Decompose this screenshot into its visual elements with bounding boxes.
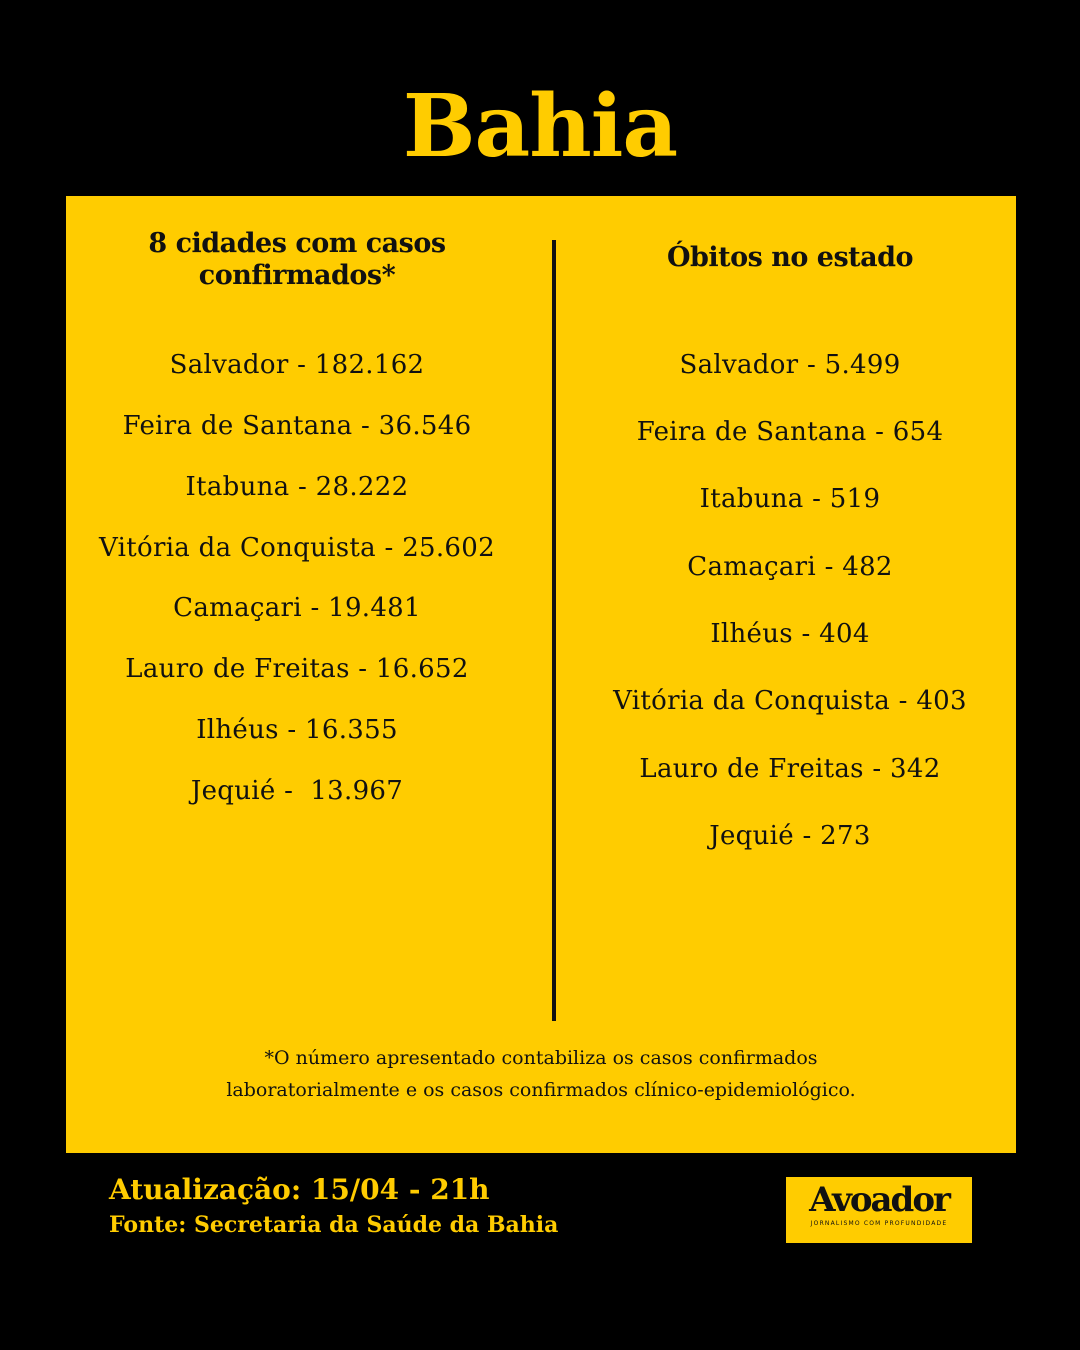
deaths-item: Camaçari - 482 [687, 552, 893, 582]
cases-heading [66, 228, 528, 292]
deaths-item: Feira de Santana - 654 [636, 417, 944, 447]
deaths-item: Itabuna - 519 [699, 484, 881, 514]
cases-item: Camaçari - 19.481 [173, 593, 421, 623]
cases-item: Vitória da Conquista - 25.602 [99, 533, 495, 563]
cases-heading-line1: 8 cidades com casos [148, 228, 446, 259]
deaths-item: Salvador - 5.499 [679, 350, 901, 380]
cases-item: Jequié - 13.967 [190, 776, 404, 806]
footnote-line1: *O número apresentado contabiliza os casos confirmados [264, 1047, 818, 1069]
logo-name: Avoador [809, 1180, 949, 1220]
cases-item: Itabuna - 28.222 [185, 472, 409, 502]
footnote [66, 1042, 1016, 1106]
column-divider [552, 240, 556, 1021]
cases-item: Salvador - 182.162 [169, 350, 425, 380]
deaths-item: Ilhéus - 404 [710, 619, 870, 649]
deaths-item: Lauro de Freitas - 342 [639, 754, 941, 784]
deaths-heading: Óbitos no estado [666, 242, 913, 273]
data-source: Fonte: Secretaria da Saúde da Bahia [109, 1212, 559, 1238]
cases-heading-line2: confirmados* [198, 260, 396, 291]
update-timestamp: Atualização: 15/04 - 21h [109, 1173, 490, 1206]
deaths-item: Jequié - 273 [709, 821, 871, 851]
cases-item: Lauro de Freitas - 16.652 [125, 654, 469, 684]
footnote-line2: laboratorialmente e os casos confirmados clínico-epidemiológico. [226, 1079, 856, 1101]
page-title: Bahia [402, 76, 678, 177]
logo-tagline: JORNALISMO COM PROFUNDIDADE [810, 1220, 948, 1227]
deaths-item: Vitória da Conquista - 403 [613, 686, 967, 716]
cases-item: Feira de Santana - 36.546 [122, 411, 472, 441]
avoador-logo [786, 1177, 972, 1243]
data-panel [66, 196, 1016, 1153]
cases-item: Ilhéus - 16.355 [196, 715, 398, 745]
